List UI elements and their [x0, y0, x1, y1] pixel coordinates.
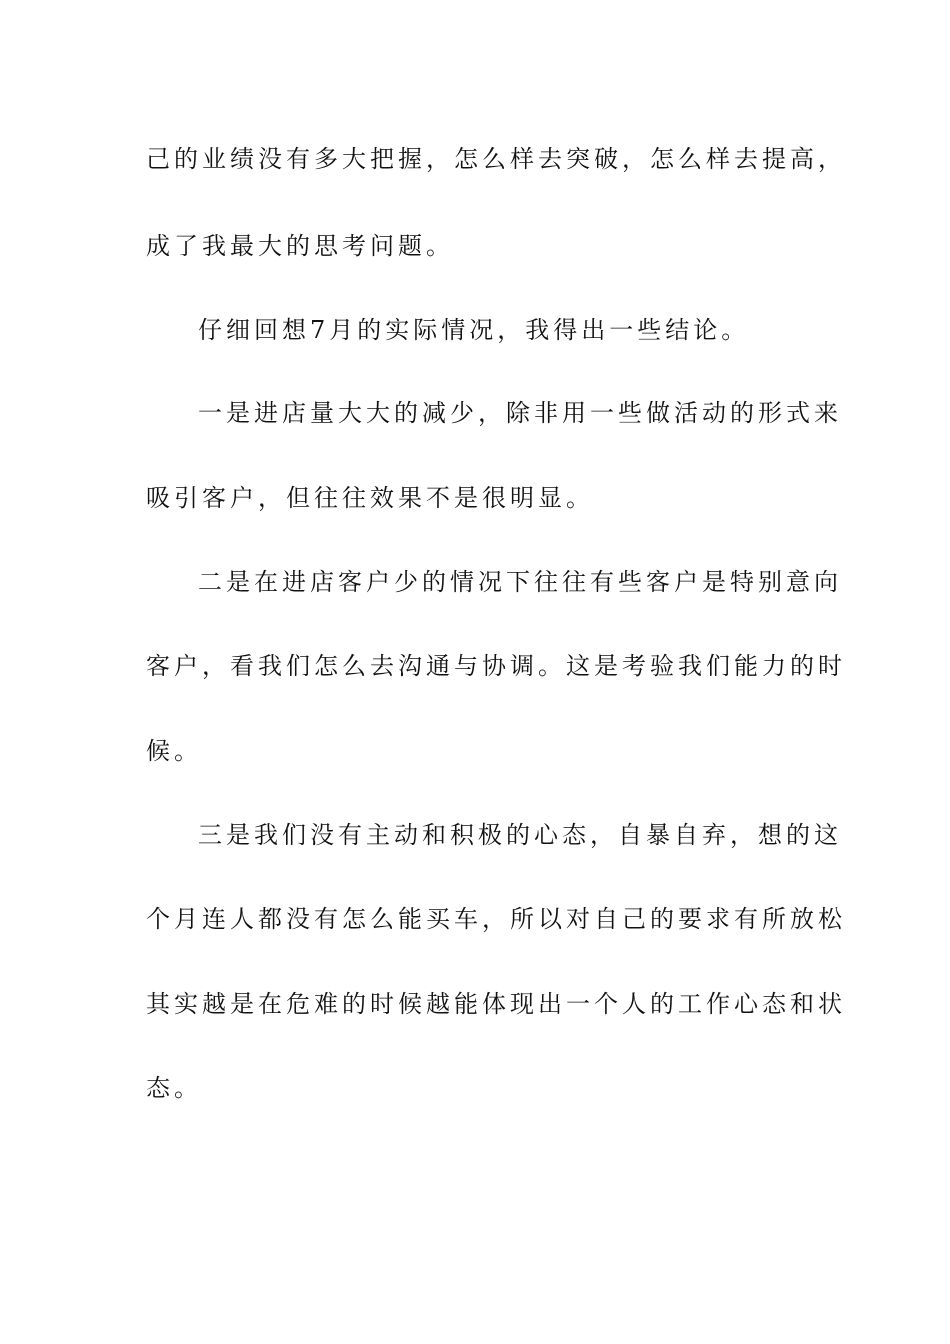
body-text-line: 个月连人都没有怎么能买车，所以对自己的要求有所放松: [146, 905, 846, 933]
body-text-line: 吸引客户，但往往效果不是很明显。: [146, 484, 594, 512]
body-text-line: 候。: [146, 737, 202, 765]
body-text-line: 成了我最大的思考问题。: [146, 232, 454, 260]
paragraph-start-line: 一是进店量大大的减少，除非用一些做活动的形式来: [198, 399, 842, 427]
body-text-line: 己的业绩没有多大把握，怎么样去突破，怎么样去提高，: [146, 145, 846, 173]
paragraph-start-line: 三是我们没有主动和积极的心态，自暴自弃，想的这: [198, 821, 842, 849]
body-text-line: 其实越是在危难的时候越能体现出一个人的工作心态和状: [146, 990, 846, 1018]
body-text-line: 客户，看我们怎么去沟通与协调。这是考验我们能力的时: [146, 652, 846, 680]
paragraph-start-line: 仔细回想7月的实际情况，我得出一些结论。: [198, 316, 750, 344]
paragraph-start-line: 二是在进店客户少的情况下往往有些客户是特别意向: [198, 568, 842, 596]
body-text-line: 态。: [146, 1074, 202, 1102]
